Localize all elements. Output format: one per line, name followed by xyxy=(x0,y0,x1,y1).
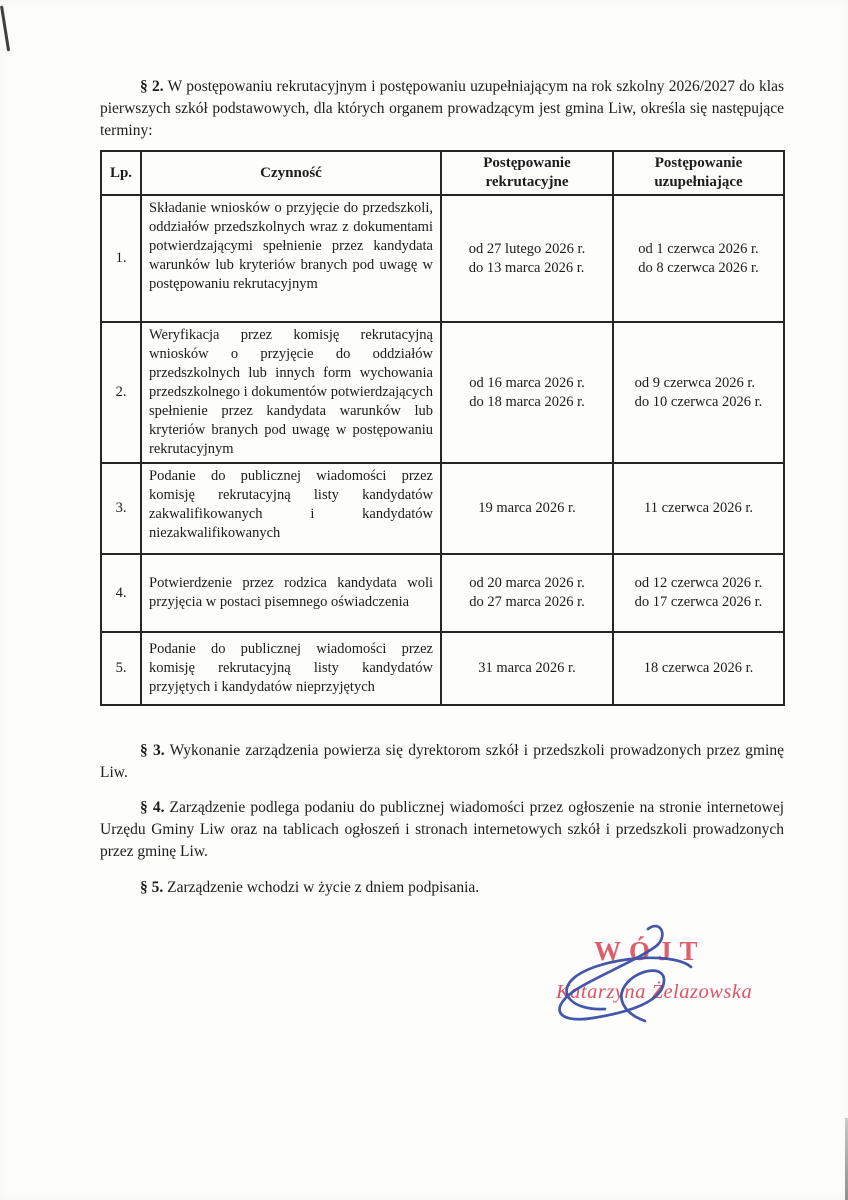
section-2-text: W postępowaniu rekrutacyjnym i postępowaniu uzupełniającym na rok szkolny 2026/2027 do klas pierwszych szkół podstawowych, dla których organem prowadzącym jest gmina Liw, określa się następujące terminy: xyxy=(100,78,784,139)
date-line: 18 czerwca 2026 r. xyxy=(643,660,754,676)
cell-recruitment-dates xyxy=(441,632,613,705)
header-activity: Czynność xyxy=(141,151,441,195)
mayor-title-stamp: WÓJT xyxy=(594,936,706,966)
cell-activity: Podanie do publicznej wiadomości przez komisję rekrutacyjną listy kandydatów zakwalifikowanych i kandydatów niezakwalifikowanych xyxy=(141,463,441,554)
cell-supplementary-dates xyxy=(613,322,784,463)
date-line: do 10 czerwca 2026 r. xyxy=(634,393,763,410)
cell-supplementary-dates xyxy=(613,463,784,554)
section-4-paragraph xyxy=(100,797,784,863)
date-line: od 27 lutego 2026 r. xyxy=(468,240,586,257)
header-lp: Lp. xyxy=(101,151,141,195)
cell-lp: 2. xyxy=(101,322,141,463)
cell-activity: Potwierdzenie przez rodzica kandydata woli przyjęcia w postaci pisemnego oświadczenia xyxy=(141,554,441,632)
header-supplementary: Postępowanie uzupełniające xyxy=(613,151,784,195)
date-line: do 8 czerwca 2026 r. xyxy=(638,259,759,276)
table-row xyxy=(101,554,784,632)
date-line: od 20 marca 2026 r. xyxy=(469,575,585,591)
date-line: do 13 marca 2026 r. xyxy=(468,259,585,276)
section-3-marker: § 3. xyxy=(140,742,165,759)
recruitment-terms-table xyxy=(100,150,785,706)
section-3-text: Wykonanie zarządzenia powierza się dyrektorom szkół i przedszkoli prowadzonych przez gminę Liw. xyxy=(100,742,784,781)
cell-lp: 1. xyxy=(101,195,141,322)
table-row xyxy=(101,322,784,463)
table-row xyxy=(101,195,784,322)
cell-lp: 4. xyxy=(101,554,141,632)
table-header-row xyxy=(101,151,784,195)
header-recruitment: Postępowanie rekrutacyjne xyxy=(441,151,613,195)
cell-recruitment-dates xyxy=(441,463,613,554)
date-line: od 1 czerwca 2026 r. xyxy=(638,240,759,257)
cell-recruitment-dates xyxy=(441,554,613,632)
cell-supplementary-dates xyxy=(613,554,784,632)
section-4-marker: § 4. xyxy=(140,799,165,816)
date-line: 19 marca 2026 r. xyxy=(478,500,576,516)
handwritten-signature xyxy=(545,915,755,1045)
cell-lp: 3. xyxy=(101,463,141,554)
date-line: do 17 czerwca 2026 r. xyxy=(634,594,763,610)
section-3-paragraph xyxy=(100,740,784,784)
date-line: 11 czerwca 2026 r. xyxy=(644,500,753,516)
date-line: od 9 czerwca 2026 r. xyxy=(634,374,756,391)
cell-activity: Podanie do publicznej wiadomości przez komisję rekrutacyjną listy kandydatów przyjętych i kandydatów nieprzyjętych xyxy=(141,632,441,705)
date-line: do 27 marca 2026 r. xyxy=(469,594,585,610)
date-line: od 12 czerwca 2026 r. xyxy=(634,575,763,591)
table-row xyxy=(101,632,784,705)
date-line: do 18 marca 2026 r. xyxy=(469,393,585,410)
date-line: od 16 marca 2026 r. xyxy=(469,374,585,391)
signer-name-stamp: Katarzyna Żelazowska xyxy=(556,981,753,1003)
section-5-marker: § 5. xyxy=(140,879,164,896)
cell-activity: Składanie wniosków o przyjęcie do przedszkoli, oddziałów przedszkolnych wraz z dokumentami potwierdzającymi spełnienie przez kandydata warunków lub kryteriów branych pod uwagę w postępowaniu rekrutacyjnym xyxy=(141,195,441,322)
cell-recruitment-dates xyxy=(441,322,613,463)
section-5-paragraph xyxy=(100,877,784,899)
cell-supplementary-dates xyxy=(613,632,784,705)
cell-activity: Weryfikacja przez komisję rekrutacyjną wniosków o przyjęcie do oddziałów przedszkolnych lub innych form wychowania przedszkolnego i dokumentów potwierdzających spełnienie przez kandydata warunków lub kryteriów branych pod uwagę w postępowaniu rekrutacyjnym xyxy=(141,322,441,463)
section-2-paragraph xyxy=(100,76,784,142)
cell-lp: 5. xyxy=(101,632,141,705)
section-4-text: Zarządzenie podlega podaniu do publicznej wiadomości przez ogłoszenie na stronie internetowej Urzędu Gminy Liw oraz na tablicach ogłoszeń i stronach internetowych szkół i przedszkoli prowadzonych przez gminę Liw. xyxy=(100,799,785,860)
date-line: 31 marca 2026 r. xyxy=(478,660,576,676)
section-2-marker: § 2. xyxy=(140,78,164,95)
section-5-text: Zarządzenie wchodzi w życie z dniem podpisania. xyxy=(167,879,480,896)
table-row xyxy=(101,463,784,554)
scan-artifact-top-left xyxy=(0,6,10,52)
cell-supplementary-dates xyxy=(613,195,784,322)
cell-recruitment-dates xyxy=(441,195,613,322)
